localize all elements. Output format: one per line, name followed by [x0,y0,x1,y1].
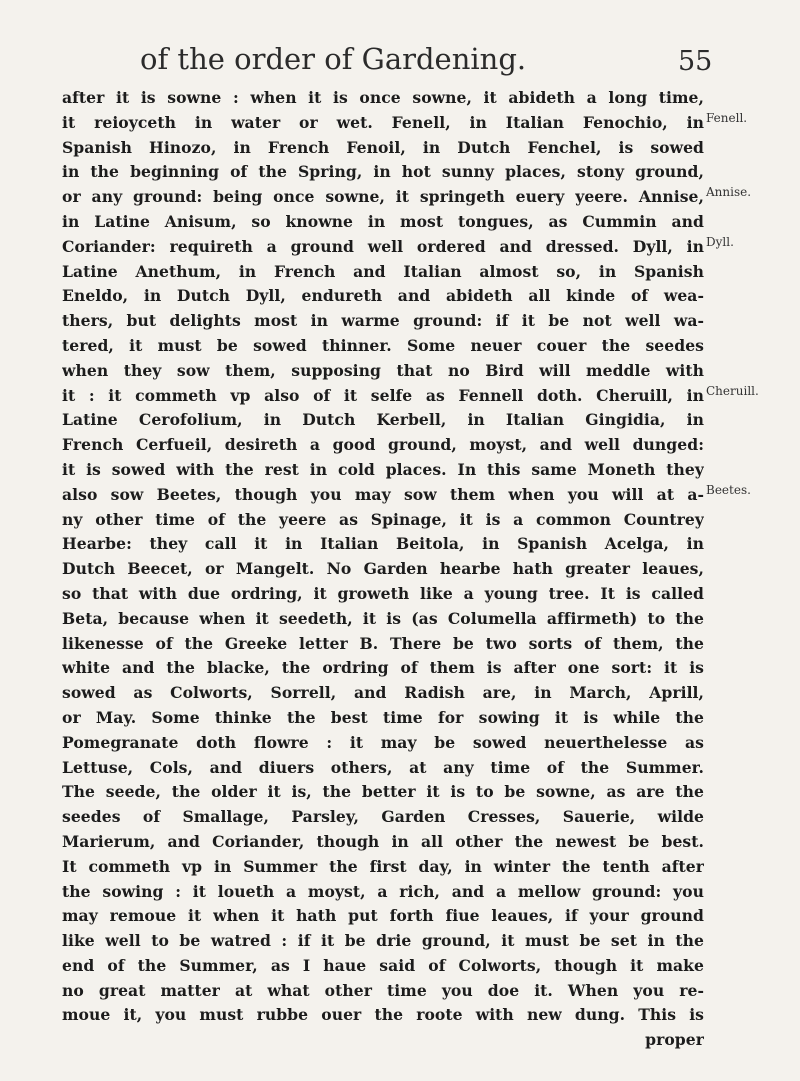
text-line: the sowing : it loueth a moyst, a rich, and a mellow ground: you [62,881,704,901]
text-line: Hearbe: they call it in Italian Beitola, in Spanish Acelga, in [62,534,704,554]
text-line: Coriander: requireth a ground well ordered and dressed. Dyll, in [62,236,704,256]
text-line: or May. Some thinke the best time for sowing it is while the [62,707,704,727]
text-line: in the beginning of the Spring, in hot sunny places, stony ground, [62,162,704,182]
text-line: French Cerfueil, desireth a good ground, moyst, and well dunged: [62,435,704,455]
text-line: Spanish Hinozo, in French Fenoil, in Dutch Fenchel, is sowed [62,137,704,157]
text-line: Eneldo, in Dutch Dyll, endureth and abideth all kinde of wea- [62,286,704,306]
running-header: of the order of Gardening. [140,42,527,76]
text-line: like well to be watred : if it be drie ground, it must be set in the [62,931,704,951]
page-number: 55 [678,46,713,77]
text-line: moue it, you must rubbe ouer the roote with new dung. This is [62,1005,704,1025]
text-line: white and the blacke, the ordring of them is after one sort: it is [62,658,704,678]
text-line: Pomegranate doth flowre : it may be sowed neuerthelesse as [62,732,704,752]
text-line: Beta, because when it seedeth, it is (as Columella affirmeth) to the [62,608,704,628]
text-line: when they sow them, supposing that no Bird will meddle with [62,360,704,380]
margin-note-beetes: Beetes. [706,482,751,497]
text-line: Latine Cerofolium, in Dutch Kerbell, in Italian Gingidia, in [62,410,704,430]
margin-note-annise: Annise. [706,185,752,200]
text-line: it reioyceth in water or wet. Fenell, in Italian Fenochio, in [62,112,704,132]
text-line: Marierum, and Coriander, though in all other the newest be best. [62,831,704,851]
text-line: seedes of Smallage, Parsley, Garden Cresses, Sauerie, wilde [62,807,704,827]
text-line: no great matter at what other time you doe it. When you re- [62,980,704,1000]
text-line: tered, it must be sowed thinner. Some neuer couer the seedes [62,335,704,355]
text-line: it is sowed with the rest in cold places. In this same Moneth they [62,459,704,479]
text-line: or any ground: being once sowne, it springeth euery yeere. Annise, [62,187,704,207]
text-line: thers, but delights most in warme ground: if it be not well wa- [62,311,704,331]
text-line: it : it commeth vp also of it selfe as Fennell doth. Cheruill, in [62,385,704,405]
text-line: may remoue it when it hath put forth fiue leaues, if your ground [62,906,704,926]
text-line: Lettuse, Cols, and diuers others, at any time of the Summer. [62,757,704,777]
text-line: also sow Beetes, though you may sow them when you will at a- [62,484,704,504]
catchword: proper [645,1030,704,1050]
text-line: ny other time of the yeere as Spinage, it is a common Countrey [62,509,704,529]
text-line: in Latine Anisum, so knowne in most tongues, as Cummin and [62,211,704,231]
margin-note-fenell: Fenell. [706,110,748,125]
body-text [62,86,704,1061]
margin-note-dyll: Dyll. [706,234,734,249]
text-line: sowed as Colworts, Sorrell, and Radish are, in March, Aprill, [62,683,704,703]
text-line: so that with due ordring, it groweth like a young tree. It is called [62,583,704,603]
text-line: after it is sowne : when it is once sowne, it abideth a long time, [62,88,704,107]
text-line: likenesse of the Greeke letter B. There be two sorts of them, the [62,633,704,653]
text-line: It commeth vp in Summer the first day, in winter the tenth after [62,856,704,876]
text-line: Dutch Beecet, or Mangelt. No Garden hearbe hath greater leaues, [62,559,704,579]
text-line: Latine Anethum, in French and Italian almost so, in Spanish [62,261,704,281]
margin-note-cheruill: Cheruill. [706,383,759,398]
text-line: The seede, the older it is, the better it is to be sowne, as are the [62,782,704,802]
text-line: end of the Summer, as I haue said of Colworts, though it make [62,955,704,975]
